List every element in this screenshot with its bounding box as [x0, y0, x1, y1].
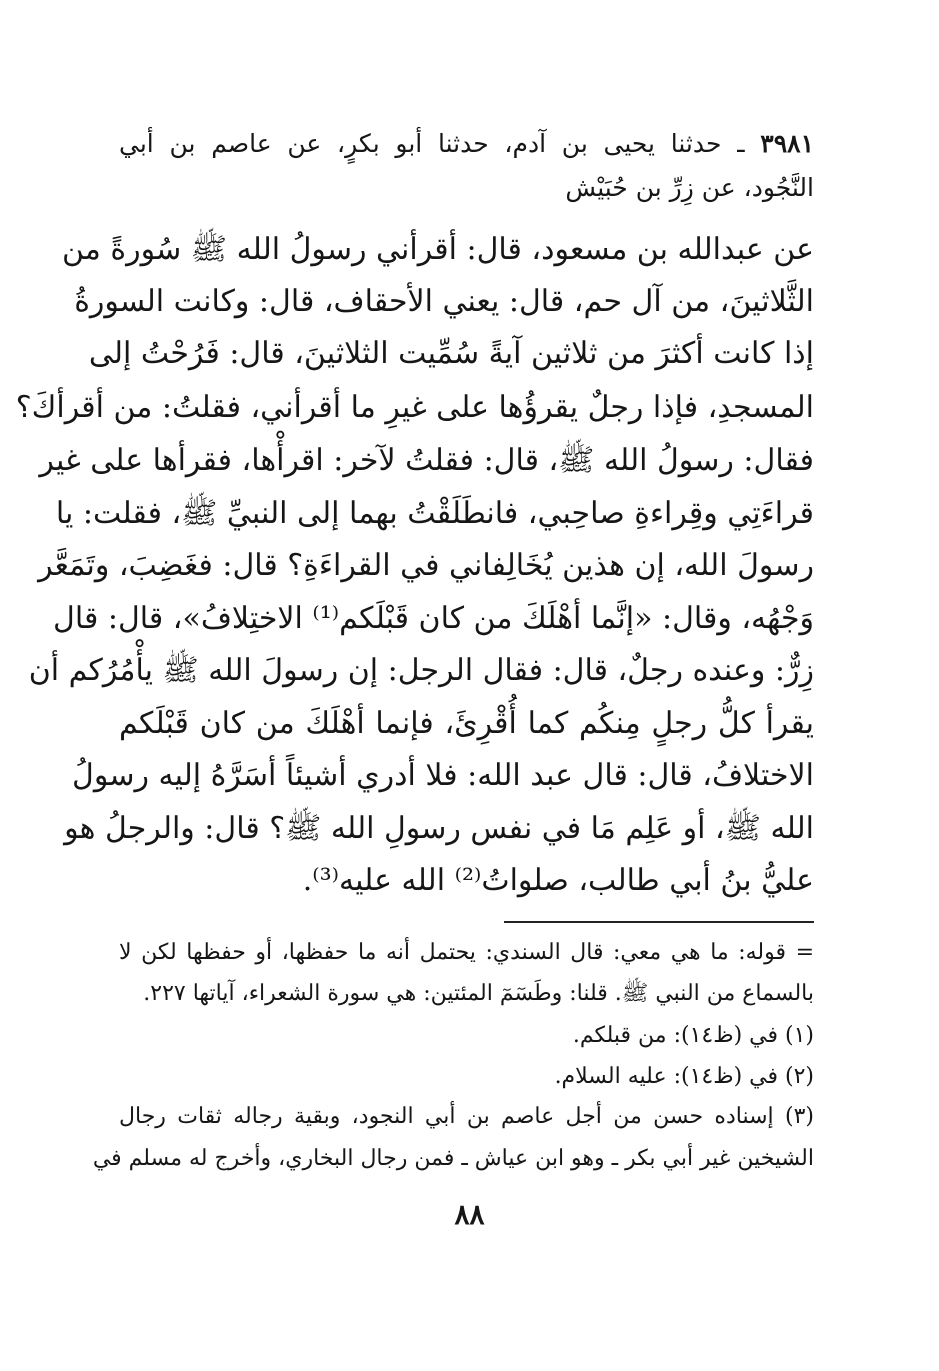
isnad-line-1 [119, 128, 814, 160]
matn-line-2: الثَّلاثينَ، من آل حم، قال: يعني الأحقاف، قال: وكانت السورةُ [74, 284, 814, 319]
matn-line-9: زِرٌّ: وعنده رجلٌ، قال: فقال الرجل: إن رسولَ الله ﷺ يأْمُرُكم أن [28, 653, 814, 688]
isnad-line-2: النَّجُود، عن زِرِّ بن حُبَيْش [565, 173, 814, 202]
footnote-3-line-1: (٣) إسناده حسن من أجل عاصم بن أبي النجود، وبقية رجاله ثقات رجال [119, 1104, 814, 1129]
isnad-text-1: ـ حدثنا يحيى بن آدم، حدثنا أبو بكرٍ، عن عاصم بن أبي [119, 129, 745, 158]
footnote-separator [504, 921, 814, 923]
footnote-2: (٢) في (ظ١٤): عليه السلام. [554, 1064, 814, 1089]
footnote-continuation-line-2: بالسماع من النبي ﷺ. قلنا: وطَسٓمٓ المئتين: هي سورة الشعراء، آياتها ٢٢٧. [143, 981, 814, 1006]
matn-line-11: الاختلافُ، قال: قال عبد الله: فلا أدري أشيئاً أسَرَّهُ إليه رسولُ [72, 758, 814, 793]
matn-line-13: عليُّ بنُ أبي طالب، صلواتُ⁽²⁾ الله عليه⁽³⁾. [302, 863, 814, 898]
matn-line-6: قراءَتِي وقِراءةِ صاحِبي، فانطَلَقْتُ بهما إلى النبيِّ ﷺ، فقلت: يا [55, 496, 814, 531]
matn-line-10: يقرأ كلُّ رجلٍ مِنكُم كما أُقْرِئَ، فإنما أهْلَكَ من كان قَبْلَكم [119, 706, 814, 741]
matn-line-3: إذا كانت أكثرَ من ثلاثين آيةً سُمِّيت الثلاثينَ، قال: فَرُحْتُ إلى [88, 336, 814, 371]
footnote-continuation-line-1: = قوله: ما هي معي: قال السندي: يحتمل أنه ما حفظها، أو حفظها لكن لا [119, 940, 814, 965]
page-number: ٨٨ [454, 1198, 485, 1231]
hadith-number: ٣٩٨١ [760, 129, 814, 158]
footnote-1: (١) في (ظ١٤): من قبلكم. [572, 1023, 814, 1048]
matn-line-4: المسجدِ، فإذا رجلٌ يقرؤُها على غيرِ ما أقرأني، فقلتُ: من أقرأكَ؟ [15, 390, 814, 425]
matn-line-12: الله ﷺ، أو عَلِم مَا في نفس رسولِ الله ﷺ؟ قال: والرجلُ هو [64, 811, 814, 846]
matn-line-1: عن عبدالله بن مسعود، قال: أقرأني رسولُ الله ﷺ سُورةً من [61, 232, 814, 267]
matn-line-8: وَجْهُه، وقال: «إنَّما أهْلَكَ من كان قَبْلَكم⁽¹⁾ الاختِلافُ»، قال: قال [53, 601, 814, 636]
footnote-3-line-2: الشيخين غير أبي بكر ـ وهو ابن عياش ـ فمن رجال البخاري، وأخرج له مسلم في [92, 1146, 814, 1171]
matn-line-7: رسولَ الله، إن هذين يُخَالِفاني في القراءَةِ؟ قال: فغَضِبَ، وتَمَعَّر [38, 548, 814, 583]
matn-line-5: فقال: رسولُ الله ﷺ، قال: فقلتُ لآخر: اقرأْها، فقرأها على غير [39, 443, 814, 478]
